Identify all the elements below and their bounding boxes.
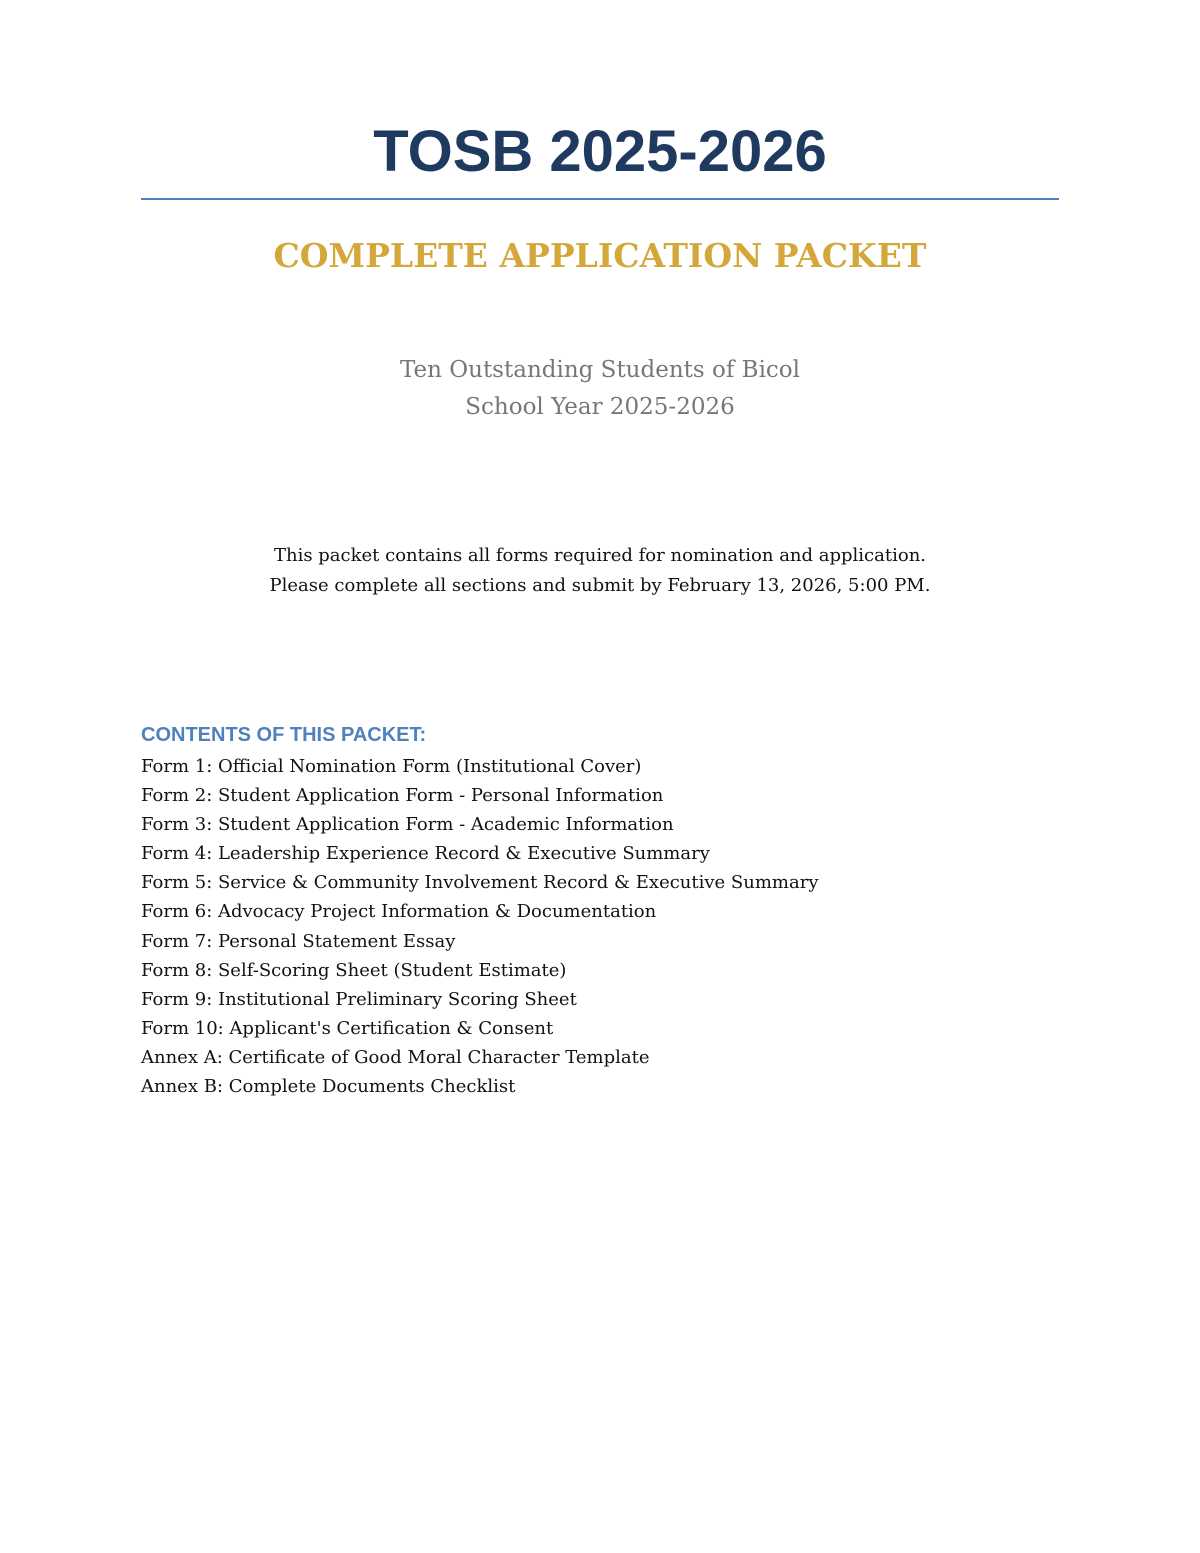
contents-item: Form 1: Official Nomination Form (Institutional Cover) (141, 756, 642, 777)
contents-item: Annex B: Complete Documents Checklist (141, 1076, 516, 1098)
contents-heading: CONTENTS OF THIS PACKET: (141, 724, 427, 746)
contents-item: Form 9: Institutional Preliminary Scoring Sheet (141, 988, 577, 1010)
contents-item: Form 7: Personal Statement Essay (141, 930, 456, 952)
contents-list (141, 752, 819, 1101)
contents-item: Form 3: Student Application Form - Academic Information (141, 814, 674, 836)
instruction-line-2: Please complete all sections and submit by February 13, 2026, 5:00 PM. (269, 575, 931, 596)
title-divider (141, 198, 1059, 200)
page-subtitle: COMPLETE APPLICATION PACKET (273, 236, 927, 275)
page-title: TOSB 2025-2026 (373, 119, 827, 184)
contents-item: Form 8: Self-Scoring Sheet (Student Estimate) (141, 959, 567, 981)
contents-item: Form 5: Service & Community Involvement Record & Executive Summary (141, 872, 819, 894)
school-year: School Year 2025-2026 (465, 394, 735, 420)
contents-item: Form 6: Advocacy Project Information & Documentation (141, 901, 657, 923)
program-name: Ten Outstanding Students of Bicol (399, 357, 801, 383)
contents-item: Form 2: Student Application Form - Personal Information (141, 785, 664, 807)
contents-item: Form 10: Applicant's Certification & Consent (141, 1017, 554, 1039)
contents-item: Annex A: Certificate of Good Moral Character Template (141, 1046, 650, 1068)
instruction-line-1: This packet contains all forms required for nomination and application. (273, 545, 927, 566)
contents-item: Form 4: Leadership Experience Record & Executive Summary (141, 843, 710, 865)
